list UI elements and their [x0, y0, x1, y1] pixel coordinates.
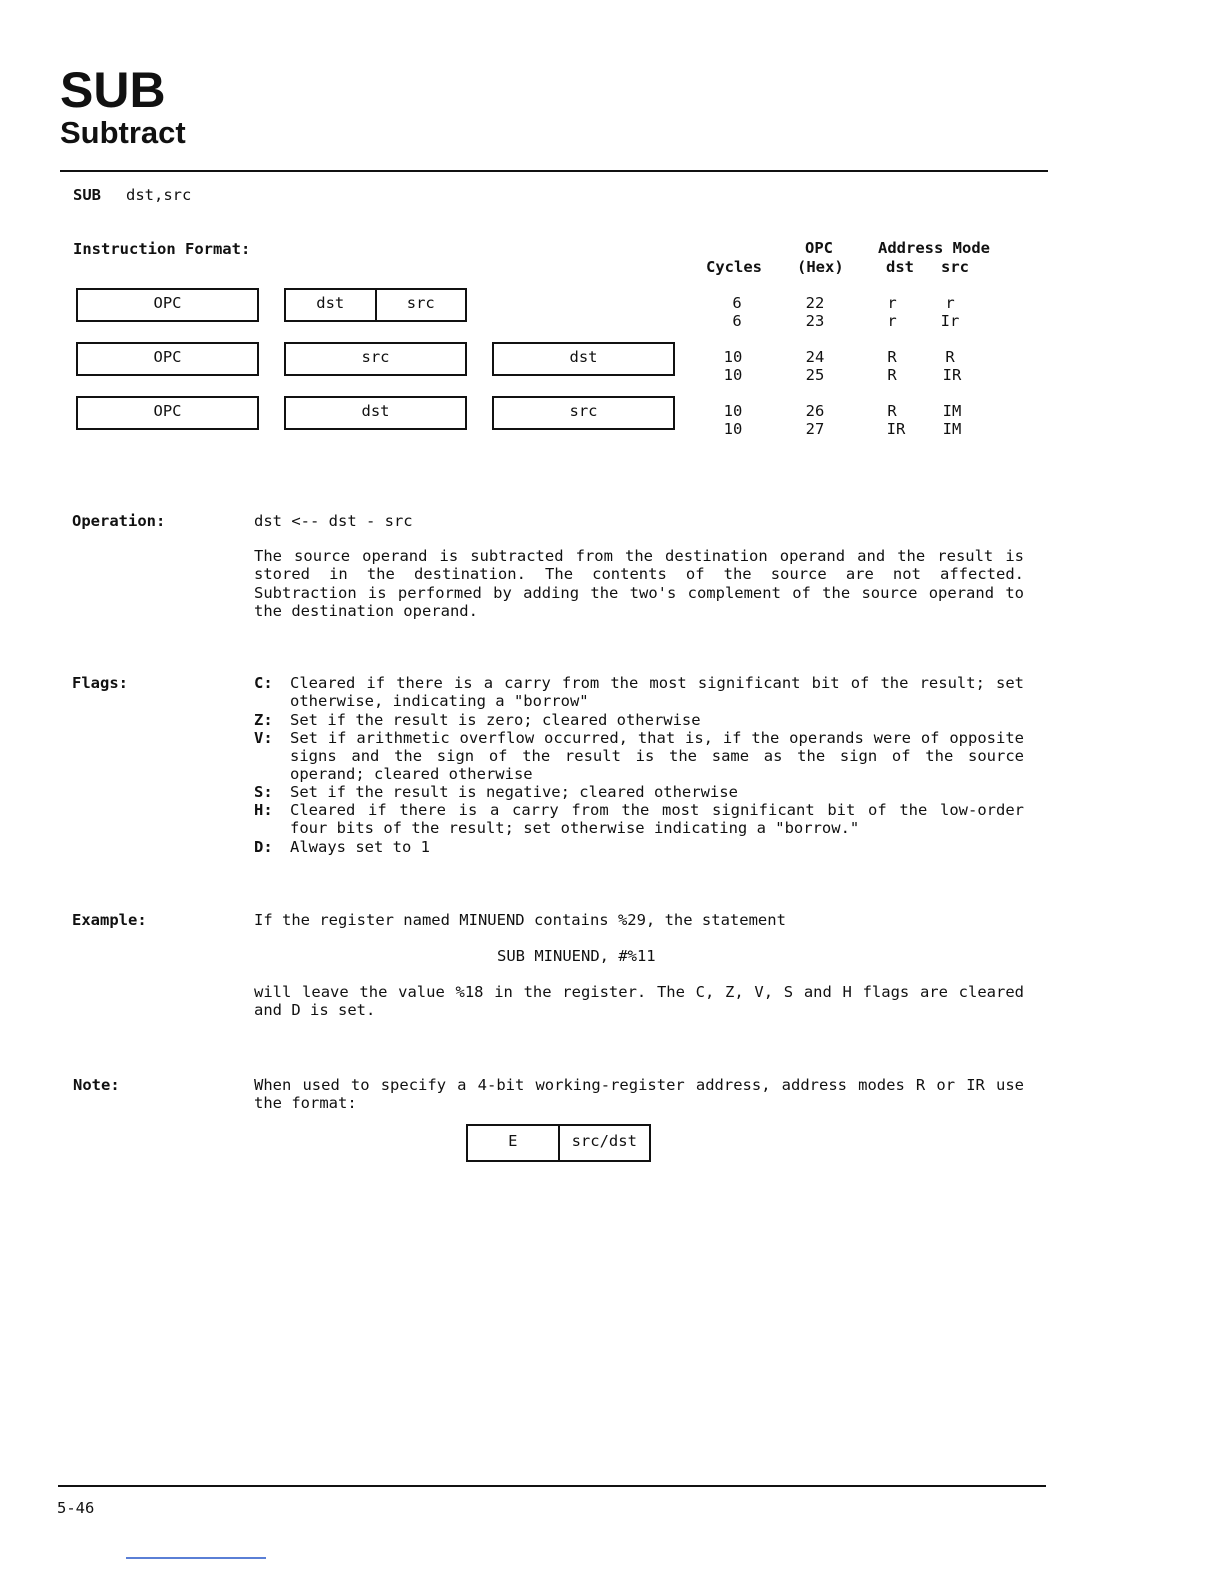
syntax-operands: dst,src [126, 186, 192, 204]
src-mode-cell: r [945, 294, 955, 312]
format-cell: OPC [153, 402, 182, 420]
top-divider [60, 170, 1048, 172]
format-cell: dst [361, 402, 390, 420]
flag-item-d [254, 838, 1024, 856]
dst-mode-cell: R [887, 348, 897, 366]
bottom-divider [58, 1485, 1046, 1487]
cycles-cell: 10 [723, 420, 743, 438]
flag-text: Set if arithmetic overflow occurred, that is, if the operands were of opposite signs and the sign of the result is the same as the sign of the source operand; cleared otherwise [290, 729, 1024, 784]
format-cell: OPC [153, 348, 182, 366]
opc-cell: 24 [805, 348, 825, 366]
src-mode-cell: IM [942, 420, 962, 438]
syntax-mnemonic: SUB [73, 186, 101, 204]
cycles-cell: 10 [723, 366, 743, 384]
src-mode-cell: IM [942, 402, 962, 420]
page-title: SUB [60, 62, 166, 118]
flag-text: Cleared if there is a carry from the most significant bit of the result; set otherwise, indicating a "borrow" [290, 674, 1024, 711]
format-box-opc [76, 288, 259, 322]
note-text: When used to specify a 4-bit working-register address, address modes R or IR use the format: [254, 1076, 1024, 1113]
flag-item-h [254, 801, 1024, 838]
opc-cell: 27 [805, 420, 825, 438]
format-cell: src [361, 348, 390, 366]
cycles-cell: 10 [723, 348, 743, 366]
cycles-cell: 10 [723, 402, 743, 420]
format-box-dst [492, 342, 675, 376]
flag-text: Set if the result is negative; cleared otherwise [290, 783, 738, 801]
example-intro: If the register named MINUEND contains %29, the statement [254, 911, 786, 929]
dst-mode-cell: R [887, 402, 897, 420]
page-subtitle: Subtract [60, 115, 186, 150]
flag-item-v [254, 729, 1024, 784]
dst-mode-cell: r [887, 312, 897, 330]
flag-key: H: [254, 801, 273, 819]
format-box-dst-src [284, 288, 467, 322]
note-format-box [466, 1124, 651, 1162]
col-header-opc: OPC [805, 239, 833, 257]
flag-key: Z: [254, 711, 273, 729]
flag-text: Set if the result is zero; cleared otherwise [290, 711, 701, 729]
format-box-dst [284, 396, 467, 430]
dst-mode-cell: IR [886, 420, 906, 438]
opc-cell: 26 [805, 402, 825, 420]
opc-cell: 23 [805, 312, 825, 330]
src-mode-cell: IR [942, 366, 962, 384]
col-header-cycles: Cycles [706, 258, 762, 276]
example-result: will leave the value %18 in the register. The C, Z, V, S and H flags are cleared and D is set. [254, 983, 1024, 1020]
flags-label: Flags: [72, 674, 128, 692]
format-cell: dst [316, 294, 345, 312]
flag-key: D: [254, 838, 273, 856]
format-cell: src/dst [558, 1126, 650, 1160]
flag-text: Cleared if there is a carry from the most significant bit of the low-order four bits of the result; set otherwise indicating a "borrow." [290, 801, 1024, 838]
src-mode-cell: Ir [940, 312, 960, 330]
format-cell: dst [569, 348, 598, 366]
cycles-cell: 6 [732, 294, 742, 312]
format-cell: src [569, 402, 598, 420]
col-header-address-mode: Address Mode [878, 239, 990, 257]
note-label: Note: [73, 1076, 120, 1094]
col-header-hex: (Hex) [797, 258, 844, 276]
instruction-format-label: Instruction Format: [73, 240, 251, 258]
col-header-dst: dst [886, 258, 914, 276]
flag-key: S: [254, 783, 273, 801]
operation-description: The source operand is subtracted from the destination operand and the result is stored in the destination. The contents of the source are not affected. Subtraction is performed by adding the two's complement of the source operand to the destination operand. [254, 547, 1024, 620]
format-box-opc [76, 342, 259, 376]
operation-label: Operation: [72, 512, 166, 530]
dst-mode-cell: r [887, 294, 897, 312]
example-code: SUB MINUEND, #%11 [497, 947, 656, 965]
flag-item-c [254, 674, 1024, 711]
format-cell: OPC [153, 294, 182, 312]
decorative-line [126, 1557, 266, 1559]
page-number: 5-46 [57, 1499, 95, 1517]
flag-item-z [254, 711, 1024, 729]
opc-cell: 25 [805, 366, 825, 384]
format-box-opc [76, 396, 259, 430]
format-cell: E [508, 1132, 518, 1150]
flag-key: C: [254, 674, 273, 692]
dst-mode-cell: R [887, 366, 897, 384]
opc-cell: 22 [805, 294, 825, 312]
cycles-cell: 6 [732, 312, 742, 330]
operation-formula: dst <-- dst - src [254, 512, 413, 530]
format-cell: src [375, 290, 466, 320]
format-box-src [284, 342, 467, 376]
col-header-src: src [941, 258, 969, 276]
flag-key: V: [254, 729, 273, 747]
format-box-src [492, 396, 675, 430]
flag-text: Always set to 1 [290, 838, 430, 856]
example-label: Example: [72, 911, 147, 929]
flag-item-s [254, 783, 1024, 801]
src-mode-cell: R [945, 348, 955, 366]
